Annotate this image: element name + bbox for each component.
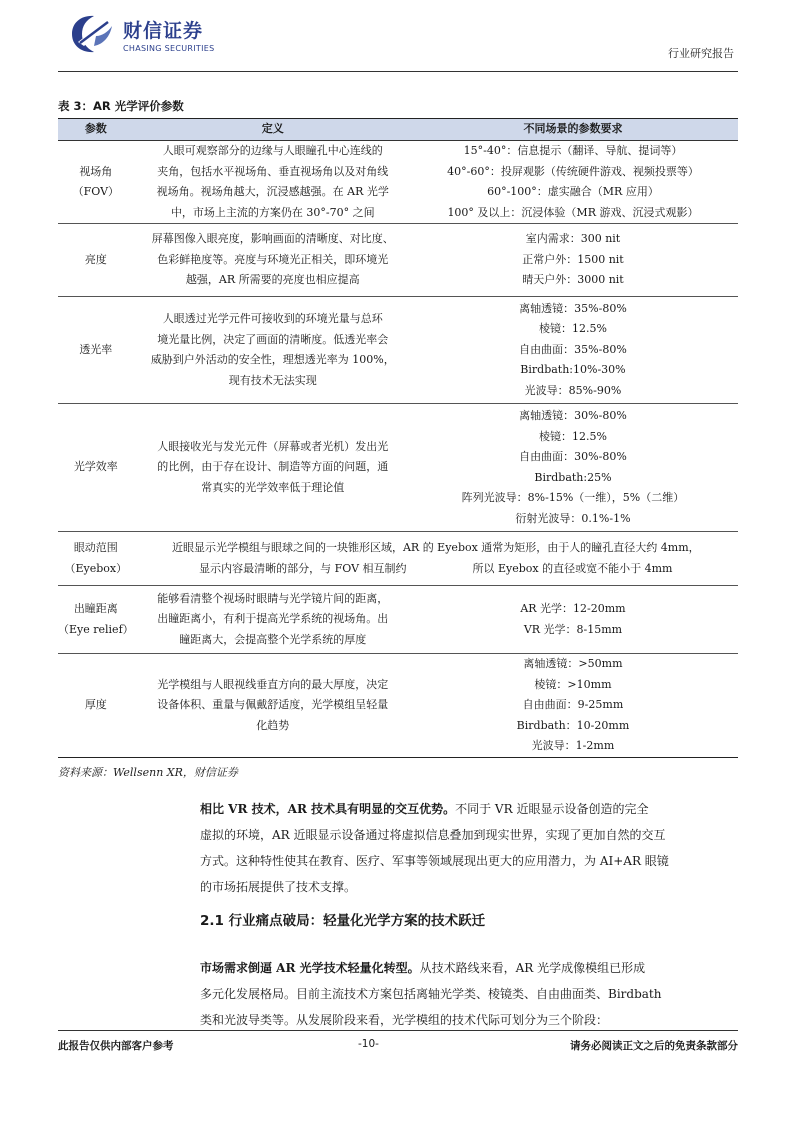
param-requirements: AR 光学：12-20mm VR 光学：8-15mm: [408, 586, 738, 654]
param-name: 出瞳距离 （Eye relief）: [58, 586, 134, 654]
param-merged-definition: 近眼显示光学模组与眼球之间的一块锥形区域，AR 的 Eyebox 通常为矩形，由于人的瞳孔直径大约 4mm， 显示内容最清晰的部分，与 FOV 相互制约 所以 Eyebox 的直径或宽不能小于 4mm: [134, 532, 738, 586]
param-name: 视场角 （FOV）: [58, 141, 134, 224]
paragraph-market-demand: 市场需求倒逼 AR 光学技术轻量化转型。从技术路线来看，AR 光学成像模组已形成 多元化发展格局。目前主流技术方案包括离轴光学类、棱镜类、自由曲面类、Birdbath 类和光波导类等。从发展阶段来看，光学模组的技术代际可划分为三个阶段：: [200, 961, 662, 1027]
param-requirements: 离轴透镜：35%-80% 棱镜：12.5% 自由曲面：35%-80% Birdbath:10%-30% 光波导：85%-90%: [408, 297, 738, 404]
param-definition: 光学模组与人眼视线垂直方向的最大厚度，决定 设备体积、重量与佩戴舒适度，光学模组呈轻量 化趋势: [134, 654, 408, 758]
param-requirements: 离轴透镜：>50mm 棱镜：>10mm 自由曲面：9-25mm Birdbath：10-20mm 光波导：1-2mm: [408, 654, 738, 758]
page-header: [58, 10, 738, 72]
param-requirements: 15°-40°：信息提示（翻译、导航、提词等） 40°-60°：投屏观影（传统硬件游戏、视频投票等） 60°-100°：虚实融合（MR 应用） 100° 及以上：沉浸体验（MR 游戏、沉浸式观影）: [408, 141, 738, 224]
paragraph-lead: 相比 VR 技术，AR 技术具有明显的交互优势。: [200, 802, 456, 816]
header-definition: 定义: [134, 119, 408, 141]
section-heading: 2.1 行业痛点破局：轻量化光学方案的技术跃迁: [200, 913, 486, 929]
source-note: 资料来源：Wellsenn XR，财信证券: [58, 766, 238, 779]
param-definition: 人眼接收光与发光元件（屏幕或者光机）发出光 的比例，由于存在设计、制造等方面的问题，通 常真实的光学效率低于理论值: [134, 404, 408, 532]
header-param: 参数: [58, 119, 134, 141]
table-row-thickness: [58, 654, 738, 758]
param-requirements: 室内需求：300 nit 正常户外：1500 nit 晴天户外：3000 nit: [408, 224, 738, 297]
param-name: 透光率: [58, 297, 134, 404]
table-header-row: [58, 119, 738, 141]
param-definition: 能够看清整个视场时眼睛与光学镜片间的距离， 出瞳距离小，有利于提高光学系统的视场角。出 瞳距离大，会提高整个光学系统的厚度: [134, 586, 408, 654]
page-number: -10-: [358, 1038, 379, 1050]
logo-english-name: CHASING SECURITIES: [123, 44, 215, 53]
header-divider: [58, 71, 738, 72]
paragraph-ar-advantage: 相比 VR 技术，AR 技术具有明显的交互优势。不同于 VR 近眼显示设备创造的完全 虚拟的环境，AR 近眼显示设备通过将虚拟信息叠加到现实世界，实现了更加自然的交互 方式。这种特性使其在教育、医疗、军事等领域展现出更大的应用潜力，为 AI+AR 眼镜 的市场拓展提供了技术支撑。: [200, 802, 669, 894]
table-row-brightness: [58, 224, 738, 297]
header-requirements: 不同场景的参数要求: [408, 119, 738, 141]
param-requirements: 离轴透镜：30%-80% 棱镜：12.5% 自由曲面：30%-80% Birdbath:25% 阵列光波导：8%-15%（一维），5%（二维） 衍射光波导：0.1%-1%: [408, 404, 738, 532]
ar-optics-parameter-table: [58, 118, 738, 758]
report-type-label: 行业研究报告: [668, 47, 734, 60]
footer-disclaimer-right: 请务必阅读正文之后的免责条款部分: [570, 1040, 738, 1052]
param-name: 光学效率: [58, 404, 134, 532]
table-caption: 表 3：AR 光学评价参数: [58, 99, 184, 113]
footer-disclaimer-left: 此报告仅供内部客户参考: [58, 1040, 174, 1052]
param-definition: 人眼透过光学元件可接收到的环境光量与总环 境光量比例，决定了画面的清晰度。低透光率会 威胁到户外活动的安全性，理想透光率为 100%， 现有技术无法实现: [134, 297, 408, 404]
param-name: 眼动范围 （Eyebox）: [58, 532, 134, 586]
param-name: 亮度: [58, 224, 134, 297]
footer-divider: [58, 1030, 738, 1031]
param-definition: 人眼可观察部分的边缘与人眼瞳孔中心连线的 夹角，包括水平视场角、垂直视场角以及对角线 视场角。视场角越大，沉浸感越强。在 AR 光学 中，市场上主流的方案仍在 30°-70° 之间: [134, 141, 408, 224]
logo-chinese-name: 财信证券: [123, 20, 204, 42]
table-row-transmittance: [58, 297, 738, 404]
company-logo: [68, 12, 268, 62]
table-row-fov: [58, 141, 738, 224]
table-row-eyebox: [58, 532, 738, 586]
paragraph-lead: 市场需求倒逼 AR 光学技术轻量化转型。: [200, 961, 420, 975]
param-name: 厚度: [58, 654, 134, 758]
param-definition: 屏幕图像入眼亮度，影响画面的清晰度、对比度、 色彩鲜艳度等。亮度与环境光正相关，即环境光 越强，AR 所需要的亮度也相应提高: [134, 224, 408, 297]
table-row-optical-efficiency: [58, 404, 738, 532]
logo-emblem-icon: [68, 12, 116, 56]
table-row-eye-relief: [58, 586, 738, 654]
